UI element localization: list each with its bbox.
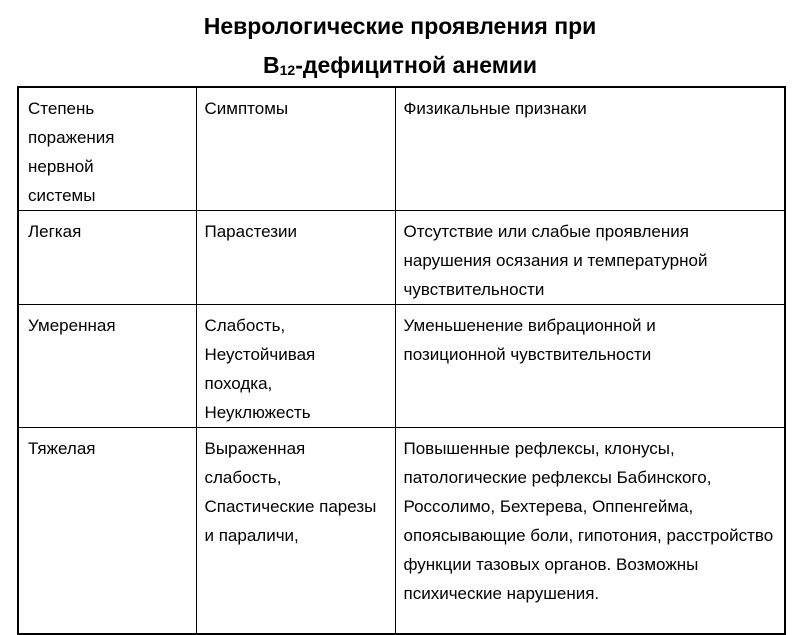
- title-suffix: -дефицитной анемии: [295, 52, 537, 78]
- header-signs: Физикальные признаки: [395, 87, 785, 211]
- title-b-letter: B: [263, 52, 280, 78]
- row-symptoms: [196, 428, 395, 634]
- row-symptoms: Парастезии: [196, 211, 395, 305]
- symptoms-table: [17, 86, 786, 635]
- symptom-item: Неуклюжесть: [204, 403, 311, 422]
- table-row: [18, 211, 785, 305]
- symptom-item: Неустойчивая походка,: [204, 345, 316, 393]
- table-row: [18, 428, 785, 634]
- slide-title-line-2: [0, 52, 800, 81]
- header-symptoms: Симптомы: [196, 87, 395, 211]
- symptom-item: Выраженная слабость,: [204, 439, 306, 487]
- row-degree: Легкая: [18, 211, 196, 305]
- table-row: [18, 305, 785, 428]
- table-header-row: [18, 87, 785, 211]
- row-signs: Отсутствие или слабые проявления нарушения осязания и температурной чувствительности: [395, 211, 785, 305]
- symptom-item: Спастические парезы и параличи,: [204, 497, 377, 545]
- slide-title-line-1: Неврологические проявления при: [203, 13, 597, 39]
- row-degree: Умеренная: [18, 305, 196, 428]
- row-degree: Тяжелая: [18, 428, 196, 634]
- header-degree: Степень поражения нервной системы: [18, 87, 196, 211]
- title-subscript: 12: [279, 62, 296, 78]
- row-symptoms: [196, 305, 395, 428]
- symptom-item: Слабость,: [204, 316, 286, 335]
- row-signs: Повышенные рефлексы, клонусы, патологические рефлексы Бабинского, Россолимо, Бехтерева, Оппенгейма, опоясывающие боли, гипотония, расстройство функции тазовых органов. Возможны психические нарушения.: [395, 428, 785, 634]
- row-signs: Уменьшенение вибрационной и позиционной чувствительности: [395, 305, 785, 428]
